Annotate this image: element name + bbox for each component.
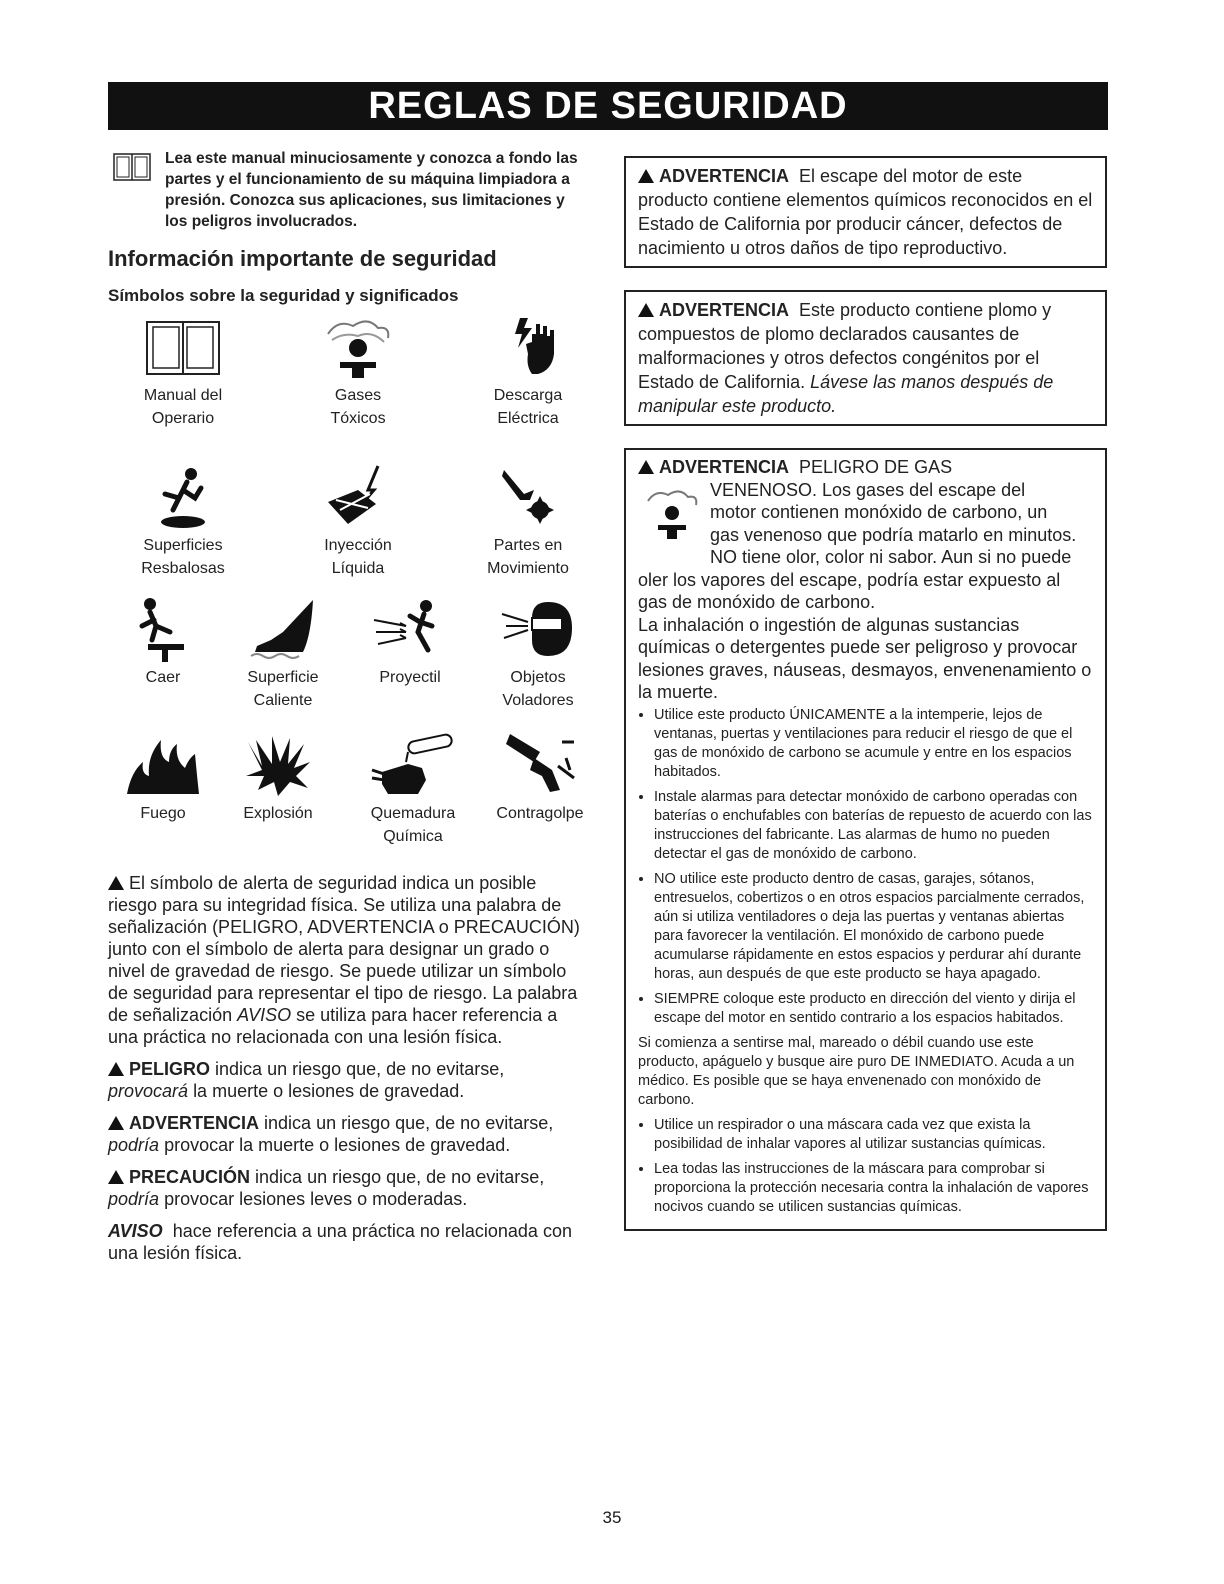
- left-column: [108, 148, 588, 1274]
- fire-icon: [123, 732, 203, 798]
- alert-triangle-icon: [108, 1170, 124, 1184]
- symbol-label: Eléctrica: [497, 410, 559, 427]
- moving-parts-icon: [488, 464, 568, 530]
- symbol-label: Contragolpe: [496, 805, 584, 822]
- alert-triangle-icon: [108, 1062, 124, 1076]
- symbol-label: Superficie: [247, 669, 319, 686]
- fall-icon: [128, 596, 198, 662]
- symbol-toxic-gas: [283, 314, 433, 430]
- gas-warning-symptoms: Si comienza a sentirse mal, mareado o débil cuando use este producto, apáguelo y busque aire puro DE INMEDIATO. Acuda a un médico. Es posible que se haya envenenado con monóxido de carbono.: [638, 1034, 1075, 1108]
- alert-triangle-icon: [108, 876, 124, 890]
- symbol-explosion: [213, 732, 343, 825]
- list-item: • Instale alarmas para detectar monóxido de carbono operadas con baterías o enchufables con baterías de repuesto de acuerdo con las instrucciones del fabricante. Las alarmas de humo no pueden detectar el gas de monóxido de carbono.: [654, 788, 1093, 864]
- symbol-label: Fuego: [140, 805, 186, 822]
- symbol-label: Explosión: [243, 805, 313, 822]
- symbol-electric-shock: [453, 314, 603, 430]
- symbol-fire: [108, 732, 218, 825]
- projectile-icon: [370, 596, 450, 662]
- symbol-label: Química: [383, 828, 443, 845]
- list-item: • NO utilice este producto dentro de casas, garajes, sótanos, entresuelos, cobertizos o en otros espacios parcialmente cerrados, aún si utiliza ventiladores o deja las puertas y ventanas abiertas para favorecer la ventilación. El monóxido de carbono puede acumularse rápidamente en estos espacios y perdurar ahí durante horas, aun después de que este producto se haya apagado.: [654, 870, 1093, 984]
- symbol-slippery: [108, 464, 258, 580]
- warning-box-poison-gas: [624, 448, 1107, 1231]
- page-banner-title: REGLAS DE SEGURIDAD: [108, 82, 1108, 130]
- symbol-label: Resbalosas: [141, 560, 225, 577]
- symbol-chemical-burn: [338, 732, 488, 848]
- symbol-label: Voladores: [502, 692, 574, 709]
- hot-surface-icon: [243, 596, 323, 662]
- gas-warning-bullets: [638, 706, 1093, 1028]
- intro-block: [108, 148, 588, 232]
- peligro-paragraph: PELIGRO indica un riesgo que, de no evitarse, provocará la muerte o lesiones de gravedad.: [108, 1059, 505, 1101]
- advertencia-paragraph: ADVERTENCIA indica un riesgo que, de no evitarse, podría provocar la muerte o lesiones de gravedad.: [108, 1113, 554, 1155]
- slippery-surface-icon: [143, 464, 223, 530]
- list-item: • SIEMPRE coloque este producto en dirección del viento y dirija el escape del motor en sentido contrario a los espacios habitados.: [654, 990, 1093, 1028]
- symbol-label: Tóxicos: [330, 410, 386, 427]
- manual-icon: [112, 150, 152, 184]
- alert-triangle-icon: [638, 169, 654, 183]
- symbol-label: Líquida: [331, 560, 385, 577]
- alert-triangle-icon: [638, 460, 654, 474]
- symbol-label: Descarga: [493, 387, 563, 404]
- list-item: • Utilice este producto ÚNICAMENTE a la intemperie, lejos de ventanas, puertas y ventilaciones para reducir el riesgo de que el gas de monóxido de carbono se acumule y entre en los espacios habitados.: [654, 706, 1093, 782]
- symbol-flying-objects: [468, 596, 608, 712]
- symbol-label: Quemadura: [370, 805, 456, 822]
- symbol-hot-surface: [218, 596, 348, 712]
- alert-intro-paragraph: El símbolo de alerta de seguridad indica un posible riesgo para su integridad física. Se utiliza una palabra de señalización (PELIGRO, ADVERTENCIA o PRECAUCIÓN) junto con el símbolo de alerta para designar un grado o nivel de gravedad de riesgo. Se puede utilizar un símbolo de seguridad para representar el tipo de riesgo. La palabra de señalización AVISO se utiliza para hacer referencia a una práctica no relacionada con una lesión física.: [108, 873, 580, 1047]
- symbol-moving-parts: [453, 464, 603, 580]
- aviso-paragraph: AVISO hace referencia a una práctica no relacionada con una lesión física.: [108, 1221, 572, 1263]
- symbol-label: Inyección: [324, 537, 392, 554]
- warning-box-lead: ADVERTENCIA Este producto contiene plomo y compuestos de plomo declarados causantes de malformaciones y otros defectos congénitos por el Estado de California. Lávese las manos después de manipular este producto.: [624, 290, 1107, 426]
- chemical-burn-icon: [368, 732, 458, 798]
- alert-triangle-icon: [108, 1116, 124, 1130]
- symbol-manual: [108, 314, 258, 430]
- symbols-title: Símbolos sobre la seguridad y significados: [108, 286, 459, 305]
- symbol-kickback: [470, 732, 610, 825]
- symbol-label: Proyectil: [379, 669, 441, 686]
- symbols-grid: [108, 314, 588, 874]
- gas-warning-heading: ADVERTENCIA PELIGRO DE GAS: [638, 456, 1093, 479]
- alert-triangle-icon: [638, 303, 654, 317]
- symbol-label: Manual del: [143, 387, 223, 404]
- list-item: • Lea todas las instrucciones de la máscara para comprobar si proporciona la protección necesaria contra la inhalación de vapores nocivos cuando se utilicen sustancias químicas.: [654, 1160, 1093, 1217]
- gas-warning-inhalation: La inhalación o ingestión de algunas sustancias químicas o detergentes puede ser peligroso y provocar lesiones graves, náuseas, desmayos, envenenamiento o la muerte.: [638, 614, 1092, 702]
- precaucion-paragraph: PRECAUCIÓN indica un riesgo que, de no evitarse, podría provocar lesiones leves o moderadas.: [108, 1167, 545, 1209]
- symbol-label: Partes en: [493, 537, 563, 554]
- gas-warning-bullets-2: [638, 1116, 1093, 1217]
- symbol-label: Operario: [151, 410, 215, 427]
- gas-warning-icon-block: VENENOSO. Los gases del escape del motor contienen monóxido de carbono, un gas venenoso que podría matarlo en minutos. NO tiene olor, color ni sabor. Aun si no puede: [638, 479, 1093, 569]
- symbol-projectile: [340, 596, 480, 689]
- symbol-label: Movimiento: [487, 560, 569, 577]
- electric-shock-icon: [488, 314, 568, 380]
- symbol-fluid-injection: [283, 464, 433, 580]
- toxic-gas-icon: [318, 314, 398, 380]
- toxic-gas-icon: [642, 485, 702, 541]
- list-item: • Utilice un respirador o una máscara cada vez que exista la posibilidad de inhalar vapores al utilizar sustancias químicas.: [654, 1116, 1093, 1154]
- section-title: Información importante de seguridad: [108, 246, 497, 271]
- symbol-label: Gases: [334, 387, 382, 404]
- intro-text: Lea este manual minuciosamente y conozca a fondo las partes y el funcionamiento de su máquina limpiadora a presión. Conozca sus aplicaciones, sus limitaciones y los peligros involucrados.: [165, 150, 578, 230]
- warning-box-california-cancer: ADVERTENCIA El escape del motor de este producto contiene elementos químicos reconocidos en el Estado de California por producir cáncer, defectos de nacimiento u otros daños de tipo reproductivo.: [624, 156, 1107, 268]
- kickback-icon: [500, 732, 580, 798]
- symbol-label: Caliente: [253, 692, 313, 709]
- manual-icon: [143, 314, 223, 380]
- flying-objects-icon: [498, 596, 578, 662]
- gas-warning-text: oler los vapores del escape, podría estar expuesto al gas de monóxido de carbono.: [638, 569, 1061, 612]
- alert-explanations: [108, 872, 588, 1264]
- symbol-fall: [108, 596, 218, 689]
- fluid-injection-icon: [318, 464, 398, 530]
- symbol-label: Objetos: [510, 669, 566, 686]
- symbol-label: Superficies: [143, 537, 223, 554]
- explosion-icon: [238, 732, 318, 798]
- symbol-label: Caer: [145, 669, 181, 686]
- page-number: 35: [602, 1508, 622, 1527]
- right-column: [624, 156, 1107, 1231]
